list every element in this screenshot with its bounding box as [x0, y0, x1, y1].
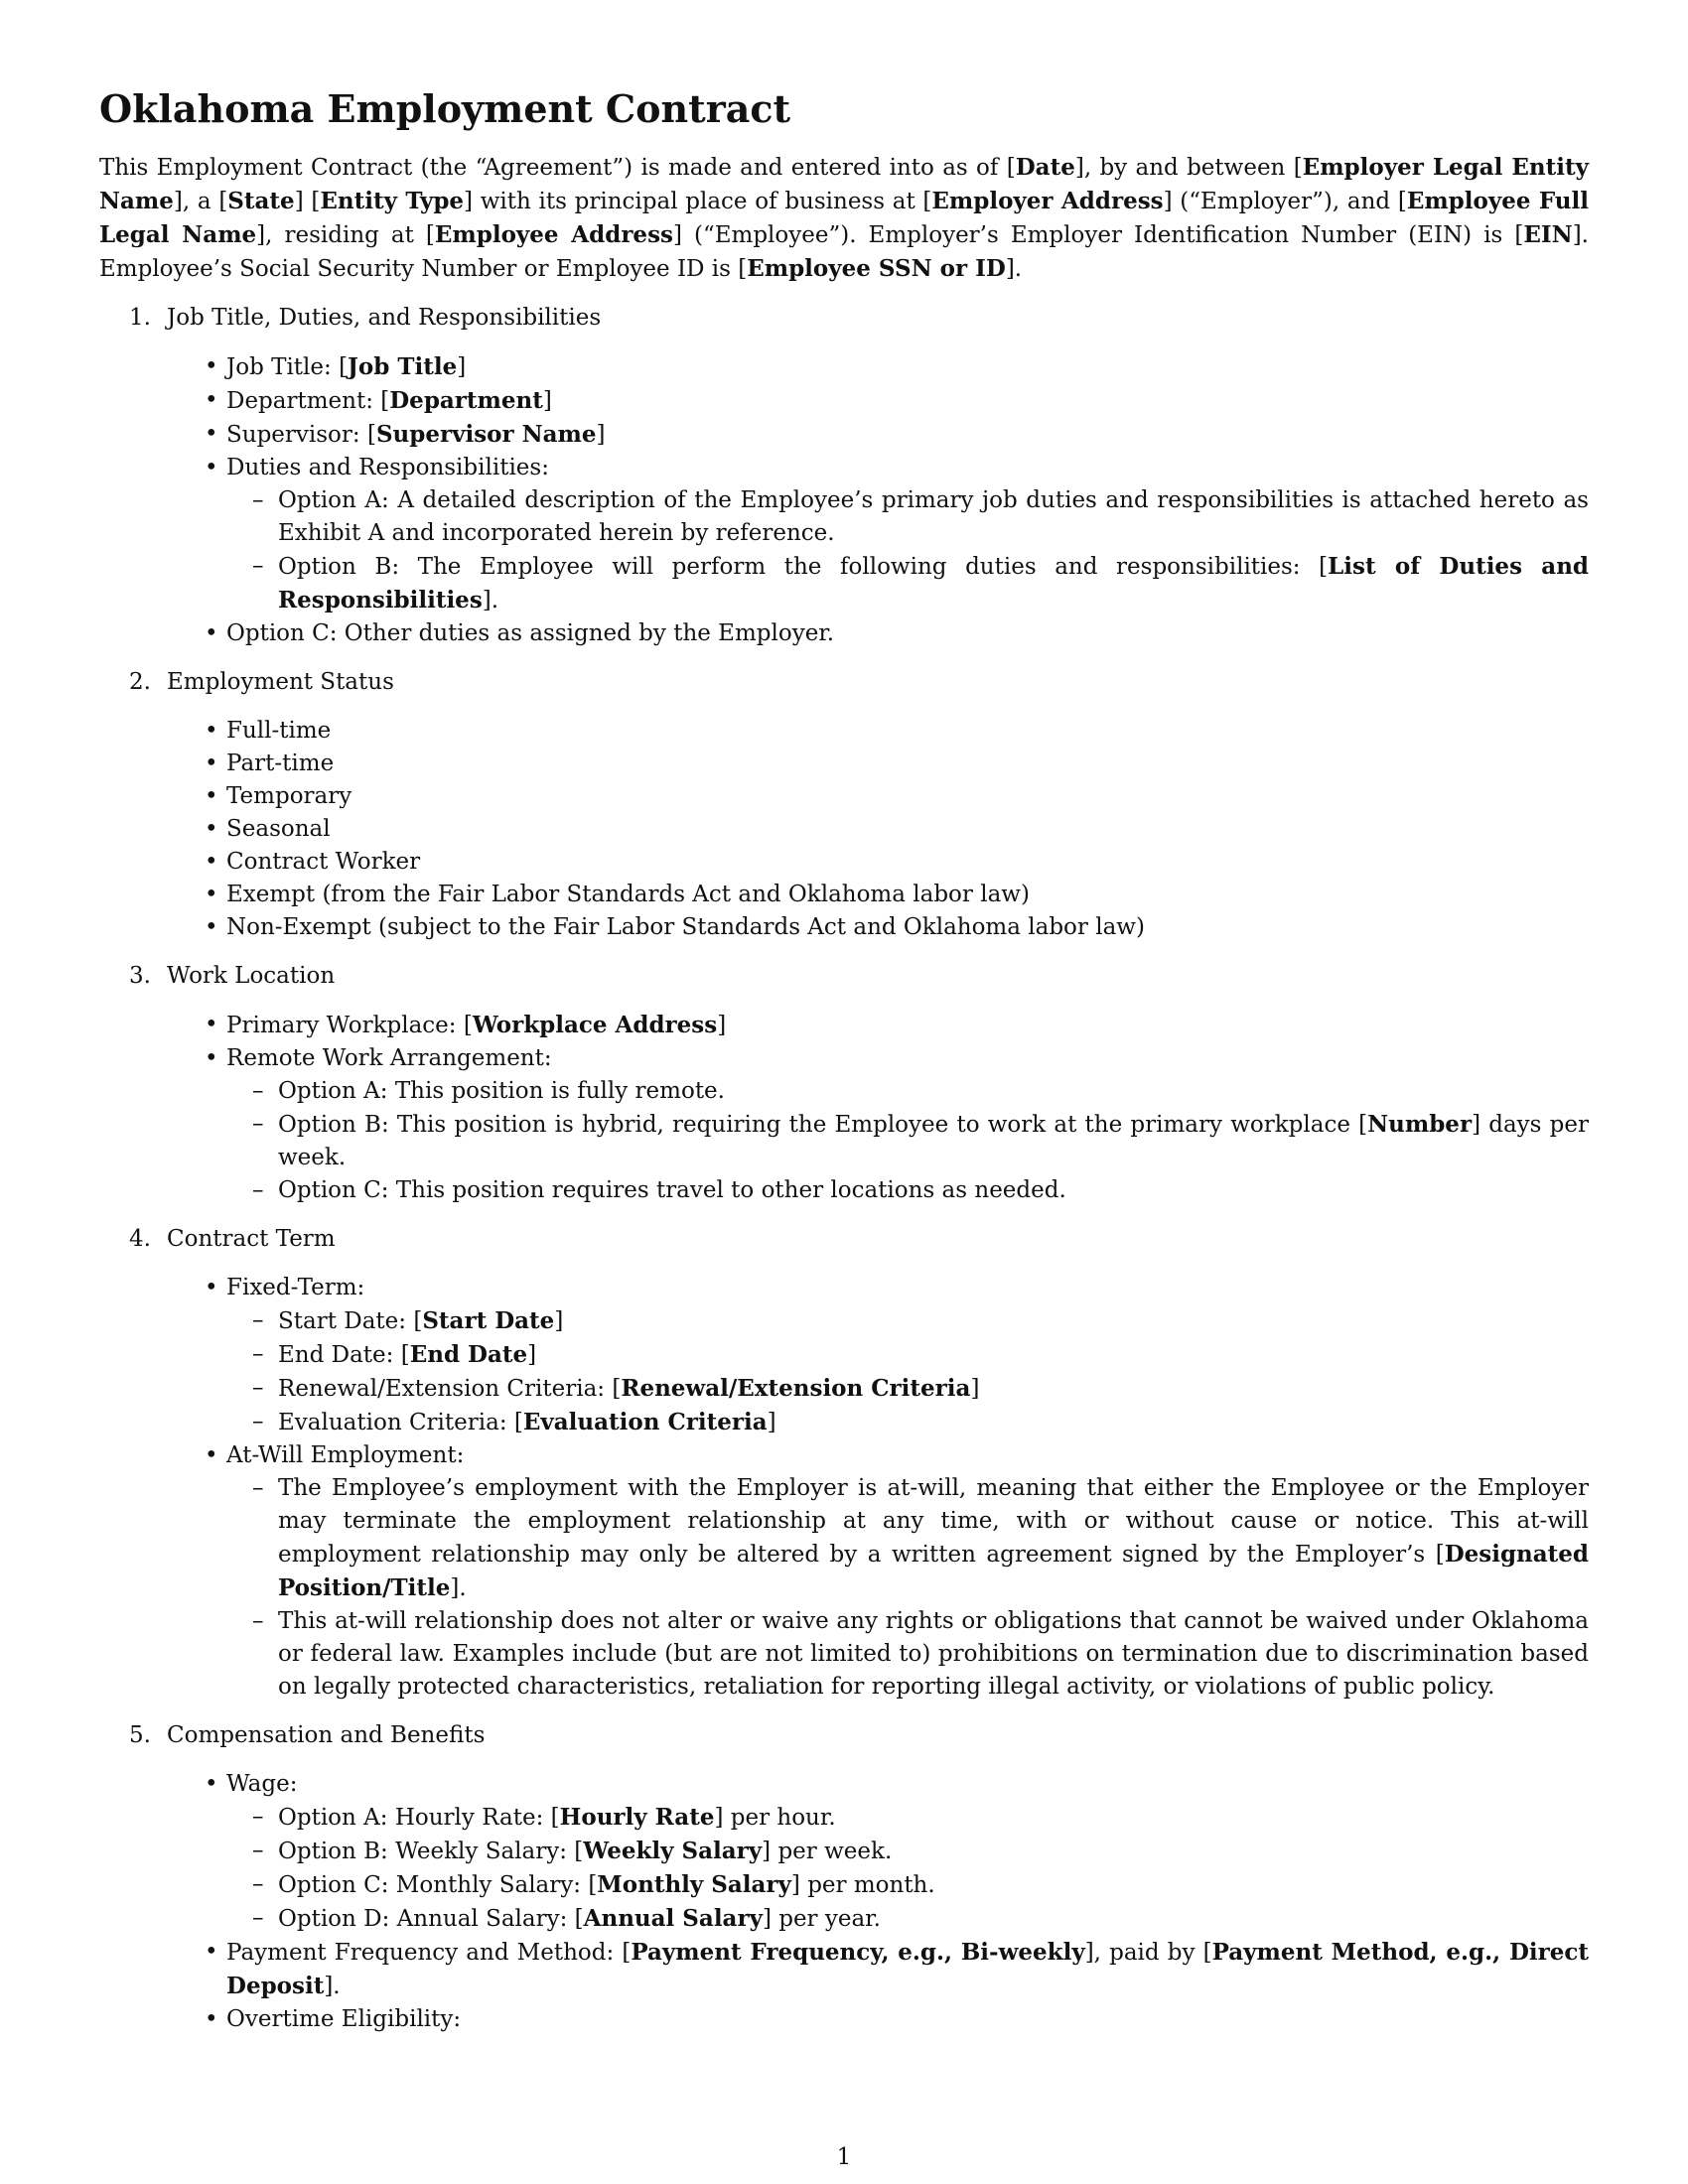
- text-run: ]: [457, 353, 467, 380]
- text-run: ] [: [294, 188, 321, 214]
- text-run: Non-Exempt (subject to the Fair Labor Standards Act and Oklahoma labor law): [226, 913, 1145, 940]
- text-run: Full-time: [226, 717, 332, 744]
- text-run: Part-time: [226, 750, 335, 776]
- bullet-item: [226, 1439, 1589, 1704]
- placeholder-field: Renewal/Extension Criteria: [621, 1374, 971, 1402]
- bullet-item: [226, 1009, 1589, 1042]
- bullet-item: [226, 1042, 1589, 1207]
- text-run: Department: [: [226, 387, 390, 414]
- text-run: ]: [554, 1307, 564, 1334]
- sub-list: [226, 1075, 1589, 1207]
- text-run: ] per year.: [762, 1905, 881, 1932]
- text-run: ] per hour.: [714, 1804, 836, 1831]
- placeholder-field: Annual Salary: [583, 1904, 763, 1932]
- section-title: Contract Term: [167, 1225, 336, 1252]
- text-run: ]: [767, 1409, 776, 1435]
- text-run: ], residing at [: [256, 221, 435, 248]
- placeholder-field: End Date: [409, 1340, 528, 1368]
- document-title: Oklahoma Employment Contract: [99, 86, 791, 131]
- sub-item: [278, 1801, 1589, 1835]
- placeholder-field: Entity Type: [320, 187, 465, 214]
- text-run: This at-will relationship does not alter or waive any rights or obligations that cannot be waived under Oklahoma or federal law. Examples include (but are not limited to) prohibitions on termination due to discrimination based on legally protected characteristics, retaliation for reporting illegal activity, or violations of public policy.: [278, 1607, 1589, 1700]
- text-run: ] days per week.: [278, 1111, 1589, 1170]
- text-run: Exempt (from the Fair Labor Standards Act and Oklahoma labor law): [226, 881, 1030, 907]
- bullet-item: [226, 384, 1589, 418]
- section-list: [99, 302, 1589, 2036]
- text-run: Payment Frequency and Method: [: [226, 1939, 632, 1966]
- text-run: ].: [482, 587, 499, 614]
- text-run: ]. Employee’s Social Security Number or Employee ID is [: [99, 221, 1589, 282]
- text-run: ], a [: [173, 188, 228, 214]
- text-run: ], paid by [: [1084, 1939, 1212, 1966]
- placeholder-field: Payment Frequency, e.g., Bi-weekly: [631, 1938, 1085, 1966]
- text-run: Start Date: [: [278, 1307, 423, 1334]
- text-run: ] per week.: [762, 1838, 893, 1864]
- text-run: ].: [324, 1973, 341, 1999]
- placeholder-field: Start Date: [422, 1306, 555, 1334]
- text-run: Option B: This position is hybrid, requiring the Employee to work at the primary workplace [: [278, 1111, 1368, 1138]
- section-3: [99, 960, 1589, 1207]
- text-run: ]: [527, 1341, 537, 1368]
- text-run: Contract Worker: [226, 848, 421, 875]
- text-run: Option D: Annual Salary: [: [278, 1905, 584, 1932]
- text-run: ] (“Employee”). Employer’s Employer Identification Number (EIN) is [: [672, 221, 1524, 248]
- bullet-item: [226, 846, 1589, 879]
- text-run: ]: [717, 1012, 727, 1038]
- bullet-item: [226, 617, 1589, 650]
- placeholder-field: Department: [389, 386, 543, 414]
- placeholder-field: Supervisor Name: [375, 420, 597, 448]
- text-run: ].: [450, 1574, 467, 1601]
- sub-item: [278, 1075, 1589, 1108]
- text-run: Evaluation Criteria: [: [278, 1409, 523, 1435]
- placeholder-field: Employer Legal Entity Name: [99, 153, 1589, 214]
- section-5: [99, 1719, 1589, 2036]
- section-title: Compensation and Benefits: [167, 1721, 486, 1748]
- text-run: The Employee’s employment with the Employer is at-will, meaning that either the Employee or the Employer may terminate the employment relationship at any time, with or without cause or notice. This at-will employment relationship may only be altered by a written agreement signed by the Employer’s [: [278, 1474, 1589, 1568]
- section-title: Employment Status: [167, 668, 394, 695]
- text-run: Remote Work Arrangement:: [226, 1044, 552, 1071]
- bullet-list: [167, 350, 1589, 650]
- text-run: ]: [970, 1375, 980, 1402]
- placeholder-field: Employer Address: [931, 187, 1164, 214]
- text-run: Option C: Other duties as assigned by the Employer.: [226, 619, 835, 646]
- text-run: ], by and between [: [1074, 154, 1303, 181]
- text-run: ] (“Employer”), and [: [1163, 188, 1407, 214]
- bullet-list: [167, 1768, 1589, 2036]
- bullet-item: [226, 2003, 1589, 2036]
- sub-list: [226, 1472, 1589, 1704]
- text-run: End Date: [: [278, 1341, 410, 1368]
- text-run: ].: [1005, 255, 1023, 282]
- text-run: Option B: Weekly Salary: [: [278, 1838, 584, 1864]
- text-run: Fixed-Term:: [226, 1274, 365, 1300]
- sub-item: [278, 1108, 1589, 1174]
- text-run: Primary Workplace: [: [226, 1012, 473, 1038]
- text-run: Duties and Responsibilities:: [226, 454, 549, 480]
- sub-item: [278, 1605, 1589, 1704]
- sub-list: [226, 484, 1589, 617]
- bullet-list: [167, 1272, 1589, 1704]
- placeholder-field: Hourly Rate: [559, 1803, 715, 1831]
- section-number: 2.: [129, 668, 151, 695]
- bullet-item: [226, 1936, 1589, 2003]
- sub-item: [278, 550, 1589, 617]
- text-run: Supervisor: [: [226, 421, 376, 448]
- sub-list: [226, 1801, 1589, 1936]
- bullet-item: [226, 748, 1589, 780]
- placeholder-field: Number: [1367, 1110, 1473, 1138]
- placeholder-field: Job Title: [348, 352, 458, 380]
- bullet-item: [226, 1768, 1589, 1936]
- sub-item: [278, 1835, 1589, 1868]
- text-run: Option B: The Employee will perform the following duties and responsibilities: [: [278, 553, 1329, 580]
- placeholder-field: Evaluation Criteria: [522, 1408, 768, 1435]
- placeholder-field: EIN: [1523, 220, 1573, 248]
- bullet-item: [226, 350, 1589, 384]
- text-run: Renewal/Extension Criteria: [: [278, 1375, 622, 1402]
- text-run: Option C: This position requires travel to other locations as needed.: [278, 1176, 1066, 1203]
- section-4: [99, 1223, 1589, 1704]
- intro-paragraph: [99, 151, 1589, 286]
- placeholder-field: Weekly Salary: [583, 1837, 763, 1864]
- text-run: Wage:: [226, 1770, 298, 1797]
- text-run: This Employment Contract (the “Agreement”) is made and entered into as of [: [99, 154, 1016, 181]
- text-run: At-Will Employment:: [226, 1441, 465, 1468]
- text-run: Seasonal: [226, 815, 331, 842]
- sub-item: [278, 1304, 1589, 1338]
- text-run: Job Title: [: [226, 353, 349, 380]
- placeholder-field: List of Duties and Responsibilities: [278, 552, 1590, 614]
- bullet-item: [226, 1272, 1589, 1439]
- text-run: Option A: A detailed description of the Employee’s primary job duties and responsibilities is attached hereto as Exhibit A and incorporated herein by reference.: [278, 486, 1589, 546]
- bullet-item: [226, 452, 1589, 617]
- text-run: ] per month.: [790, 1871, 935, 1898]
- text-run: ]: [542, 387, 552, 414]
- bullet-item: [226, 911, 1589, 944]
- bullet-item: [226, 418, 1589, 452]
- sub-item: [278, 1338, 1589, 1372]
- text-run: Temporary: [226, 782, 352, 809]
- section-number: 4.: [129, 1225, 151, 1252]
- sub-item: [278, 1174, 1589, 1207]
- bullet-item: [226, 780, 1589, 813]
- text-run: Option A: Hourly Rate: [: [278, 1804, 560, 1831]
- placeholder-field: Payment Method, e.g., Direct Deposit: [226, 1938, 1590, 1999]
- text-run: ] with its principal place of business at [: [464, 188, 932, 214]
- bullet-item: [226, 715, 1589, 748]
- placeholder-field: Workplace Address: [472, 1011, 718, 1038]
- text-run: ]: [596, 421, 606, 448]
- section-1: [99, 302, 1589, 650]
- sub-item: [278, 1406, 1589, 1439]
- sub-list: [226, 1304, 1589, 1439]
- bullet-item: [226, 813, 1589, 846]
- sub-item: [278, 1868, 1589, 1902]
- bullet-list: [167, 1009, 1589, 1207]
- sub-item: [278, 1902, 1589, 1936]
- sub-item: [278, 484, 1589, 550]
- section-title: Job Title, Duties, and Responsibilities: [167, 304, 602, 331]
- placeholder-field: State: [227, 187, 295, 214]
- sub-item: [278, 1372, 1589, 1406]
- text-run: Option A: This position is fully remote.: [278, 1077, 725, 1104]
- text-run: Option C: Monthly Salary: [: [278, 1871, 598, 1898]
- section-number: 3.: [129, 962, 151, 989]
- placeholder-field: Employee SSN or ID: [747, 254, 1006, 282]
- section-number: 1.: [129, 304, 151, 331]
- bullet-item: [226, 879, 1589, 911]
- section-2: [99, 666, 1589, 944]
- sub-item: [278, 1472, 1589, 1605]
- bullet-list: [167, 715, 1589, 944]
- placeholder-field: Employee Full Legal Name: [99, 187, 1589, 248]
- placeholder-field: Monthly Salary: [597, 1870, 791, 1898]
- section-number: 5.: [129, 1721, 151, 1748]
- placeholder-field: Employee Address: [434, 220, 673, 248]
- text-run: Overtime Eligibility:: [226, 2005, 462, 2032]
- placeholder-field: Date: [1015, 153, 1075, 181]
- page-number: 1: [836, 2144, 852, 2170]
- section-title: Work Location: [167, 962, 336, 989]
- placeholder-field: Designated Position/Title: [278, 1540, 1589, 1601]
